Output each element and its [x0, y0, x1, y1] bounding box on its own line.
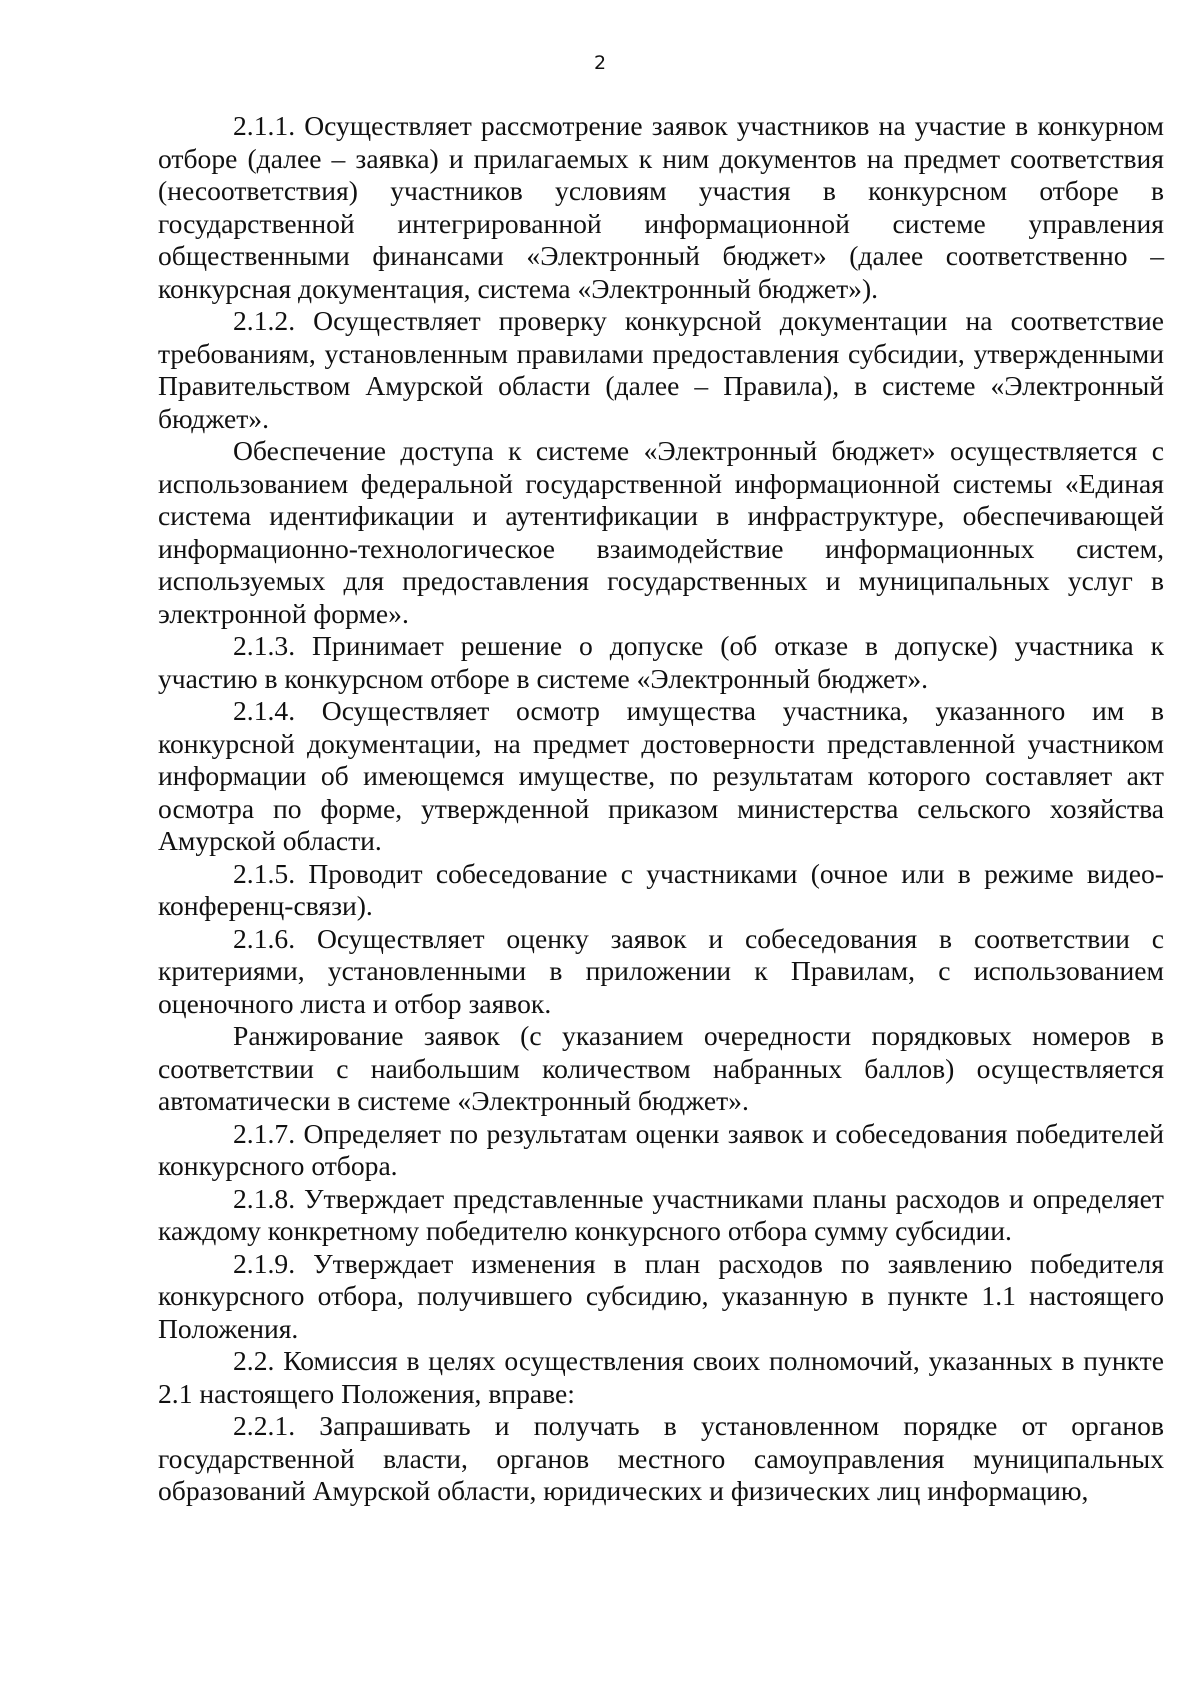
paragraph-2-2-1: 2.2.1. Запрашивать и получать в установленном порядке от органов государственной власти, органов местного самоуправления муниципальных образований Амурской области, юридических и физических лиц информацию, — [158, 1410, 1164, 1506]
paragraph-2-2: 2.2. Комиссия в целях осуществления своих полномочий, указанных в пункте 2.1 настоящего Положения, вправе: — [158, 1345, 1164, 1409]
paragraph-2-1-8: 2.1.8. Утверждает представленные участниками планы расходов и определяет каждому конкретному победителю конкурсного отбора сумму субсидии. — [158, 1182, 1164, 1246]
document-body — [158, 110, 1164, 1508]
paragraph-2-1-2: 2.1.2. Осуществляет проверку конкурсной документации на соответствие требованиям, установленным правилами предоставления субсидии, утвержденными Правительством Амурской области (далее – Правила), в системе «Электронный бюджет». — [158, 305, 1164, 434]
page-number: 2 — [593, 52, 607, 74]
paragraph-2-1-6: 2.1.6. Осуществляет оценку заявок и собеседования в соответствии с критериями, установленными в приложении к Правилам, с использованием оценочного листа и отбор заявок. — [158, 922, 1164, 1019]
paragraph-ranking-note: Ранжирование заявок (с указанием очередности порядковых номеров в соответствии с наибольшим количеством набранных баллов) осуществляется автоматически в системе «Электронный бюджет». — [158, 1020, 1164, 1116]
paragraph-2-1-3: 2.1.3. Принимает решение о допуске (об отказе в допуске) участника к участию в конкурсном отборе в системе «Электронный бюджет». — [158, 630, 1164, 694]
paragraph-2-1-9: 2.1.9. Утверждает изменения в план расходов по заявлению победителя конкурсного отбора, получившего субсидию, указанную в пункте 1.1 настоящего Положения. — [158, 1247, 1164, 1344]
paragraph-2-1-7: 2.1.7. Определяет по результатам оценки заявок и собеседования победителей конкурсного отбора. — [158, 1117, 1164, 1181]
paragraph-access-note: Обеспечение доступа к системе «Электронный бюджет» осуществляется с использованием федеральной государственной информационной системы «Единая система идентификации и аутентификации в инфраструктуре, обеспечивающей информационно-технологическое взаимодействие информационных систем, используемых для предоставления государственных и муниципальных услуг в электронной форме». — [158, 435, 1164, 629]
paragraph-2-1-5: 2.1.5. Проводит собеседование с участниками (очное или в режиме видеоконференц-связи). — [158, 857, 1164, 921]
paragraph-2-1-1: 2.1.1. Осуществляет рассмотрение заявок участников на участие в конкурном отборе (далее – заявка) и прилагаемых к ним документов на предмет соответствия (несоответствия) участников условиям участия в конкурсном отборе в государственной интегрированной информационной системе управления общественными финансами «Электронный бюджет» (далее соответственно – конкурсная документация, система «Электронный бюджет»). — [158, 110, 1164, 304]
paragraph-2-1-4: 2.1.4. Осуществляет осмотр имущества участника, указанного им в конкурсной документации, на предмет достоверности представленной участником информации об имеющемся имуществе, по результатам которого составляет акт осмотра по форме, утвержденной приказом министерства сельского хозяйства Амурской области. — [158, 695, 1164, 856]
